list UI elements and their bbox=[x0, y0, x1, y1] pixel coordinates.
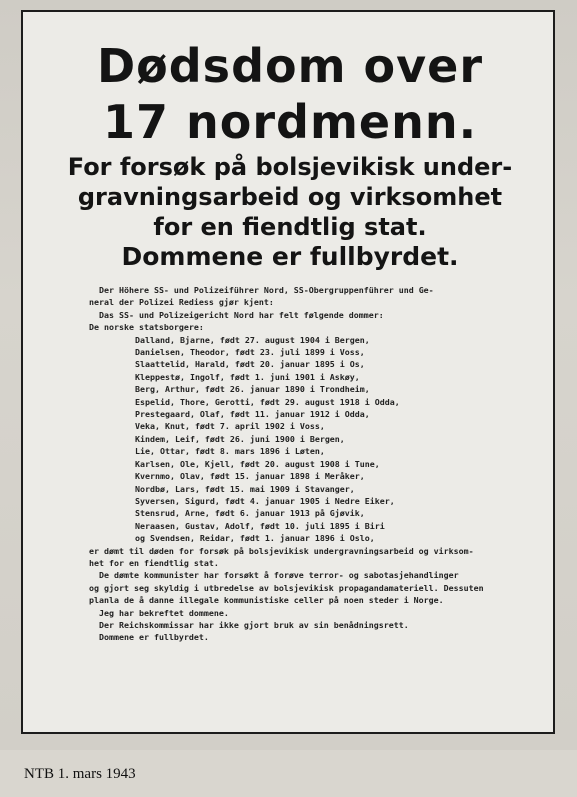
person-entry: Dalland, Bjarne, født 27. august 1904 i Bergen, bbox=[135, 334, 370, 345]
headline-line: 17 nordmenn. bbox=[102, 95, 478, 149]
headline bbox=[23, 38, 557, 150]
person-entry: Prestegaard, Olaf, født 11. januar 1912 i Odda, bbox=[135, 409, 370, 420]
person-entry: Karlsen, Ole, Kjell, født 20. august 1908 i Tune, bbox=[135, 458, 380, 469]
person-entry: Nordbø, Lars, født 15. mai 1909 i Stavanger, bbox=[135, 483, 355, 494]
subheadline-line: gravningsarbeid og virksomhet bbox=[77, 183, 503, 211]
intro-line: Das SS- und Polizeigericht Nord har felt følgende dommer: bbox=[99, 309, 384, 320]
intro-line: neral der Polizei Rediess gjør kjent: bbox=[89, 297, 274, 308]
intro-line: Der Höhere SS- und Polizeiführer Nord, SS-Obergruppenführer und Ge- bbox=[99, 285, 434, 295]
caption: NTB 1. mars 1943 bbox=[24, 766, 136, 782]
person-entry: Kleppestø, Ingolf, født 1. juni 1901 i Askøy, bbox=[135, 371, 360, 382]
paragraph-line: planla de å danne illegale kommunistiske celler på noen steder i Norge. bbox=[89, 595, 444, 606]
verdict-line: er dømt til døden for forsøk på bolsjevikisk undergravningsarbeid og virksom- bbox=[89, 545, 474, 556]
closing-line: Dommene er fullbyrdet. bbox=[99, 632, 209, 643]
closing-line: Jeg har bekreftet dommene. bbox=[99, 607, 229, 618]
verdict-line: het for en fiendtlig stat. bbox=[89, 557, 219, 568]
person-entry: Veka, Knut, født 7. april 1902 i Voss, bbox=[135, 421, 325, 432]
person-list bbox=[89, 334, 519, 545]
person-entry: Neraasen, Gustav, Adolf, født 10. juli 1895 i Biri bbox=[135, 520, 385, 531]
subheadline-line: Dommene er fullbyrdet. bbox=[121, 242, 459, 271]
closing-line: Der Reichskommissar har ikke gjort bruk av sin benådningsrett. bbox=[99, 619, 409, 630]
person-entry: Syversen, Sigurd, født 4. januar 1905 i Nedre Eiker, bbox=[135, 495, 395, 506]
subheadline-line: for en fiendtlig stat. bbox=[153, 213, 427, 241]
intro-line: De norske statsborgere: bbox=[89, 322, 204, 333]
person-entry: Berg, Arthur, født 26. januar 1890 i Trondheim, bbox=[135, 384, 370, 395]
subheadline-line: For forsøk på bolsjevikisk under- bbox=[67, 153, 513, 181]
paragraph-line: De dømte kommunister har forsøkt å forøve terror- og sabotasjehandlinger bbox=[99, 570, 459, 581]
person-entry: Lie, Ottar, født 8. mars 1896 i Løten, bbox=[135, 446, 325, 457]
person-entry: Stensrud, Arne, født 6. januar 1913 på Gjøvik, bbox=[135, 508, 365, 519]
person-entry: Slaattelid, Harald, født 20. januar 1895 i Os, bbox=[135, 359, 365, 370]
person-entry: Danielsen, Theodor, født 23. juli 1899 i Voss, bbox=[135, 347, 365, 358]
headline-line: Dødsdom over bbox=[96, 39, 484, 93]
paragraph-line: og gjort seg skyldig i utbredelse av bolsjevikisk propagandamateriell. Dessuten bbox=[89, 582, 484, 593]
person-entry: Espelid, Thore, Gerotti, født 29. august 1918 i Odda, bbox=[135, 396, 400, 407]
notice-body bbox=[89, 284, 519, 644]
person-entry: Kvernmo, Olav, født 15. januar 1898 i Meråker, bbox=[135, 471, 365, 482]
person-entry: Kindem, Leif, født 26. juni 1900 i Bergen, bbox=[135, 433, 345, 444]
newspaper-notice bbox=[21, 10, 555, 734]
subheadline bbox=[23, 152, 557, 272]
person-entry: og Svendsen, Reidar, født 1. januar 1896 i Oslo, bbox=[135, 533, 375, 544]
